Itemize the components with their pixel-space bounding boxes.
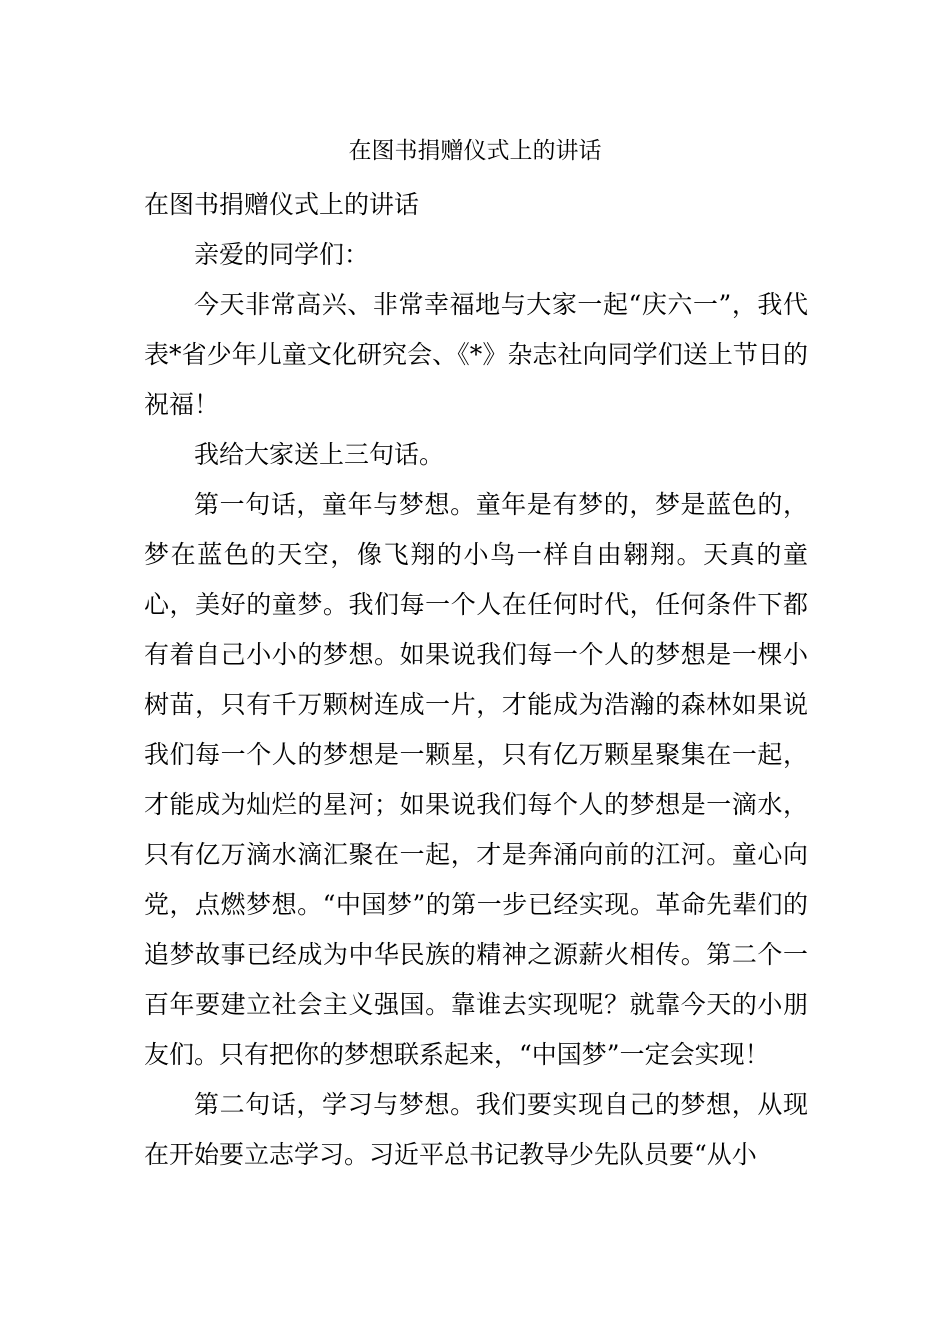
paragraph-greeting: 亲爱的同学们： [194,240,370,269]
paragraph-childhood-and-dreams: 第一句话，童年与梦想。童年是有梦的，梦是蓝色的，梦在蓝色的天空，像飞翔的小鸟一样自由翱翔。天真的童心，美好的童梦。我们每一个人在任何时代，任何条件下都有着自己小小的梦想。如果说我们每一个人的梦想是一棵小树苗，只有千万颗树连成一片，才能成为浩瀚的森林如果说我们每一个人的梦想是一颗星，只有亿万颗星聚集在一起，才能成为灿烂的星河；如果说我们每个人的梦想是一滴水，只有亿万滴水滴汇聚在一起，才是奔涌向前的江河。童心向党，点燃梦想。“中国梦”的第一步已经实现。革命先辈们的追梦故事已经成为中华民族的精神之源薪火相传。第二个一百年要建立社会主义强国。靠谁去实现呢？就靠今天的小朋友们。只有把你的梦想联系起来，“中国梦”一定会实现！ [144,490,808,1069]
paragraph-three-sentences: 我给大家送上三句话。 [194,440,445,469]
document-title: 在图书捐赠仪式上的讲话 [348,138,602,164]
document-subtitle: 在图书捐赠仪式上的讲话 [144,190,420,219]
document-body [144,180,808,1180]
paragraph-study-and-dreams: 第二句话，学习与梦想。我们要实现自己的梦想，从现在开始要立志学习。习近平总书记教导少先队员要“从小 [144,1090,808,1169]
paragraph-intro: 今天非常高兴、非常幸福地与大家一起“庆六一”，我代表*省少年儿童文化研究会、《*》杂志社向同学们送上节日的祝福！ [144,290,808,419]
